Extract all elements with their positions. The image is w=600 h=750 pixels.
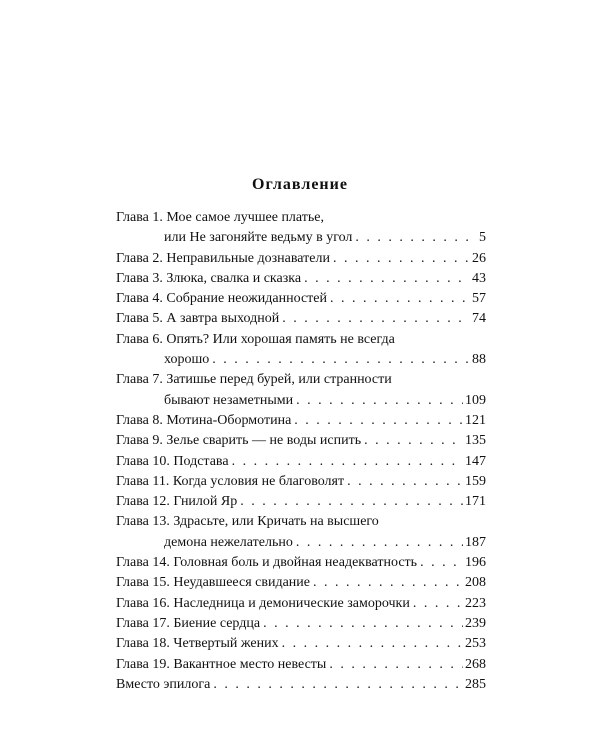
toc-entry [116, 655, 486, 675]
toc-entry-line [116, 330, 486, 350]
toc-entry-title: Вместо эпилога [116, 676, 211, 692]
toc-leader-dots [313, 573, 463, 593]
toc-entry [116, 269, 486, 289]
toc-page-number: 43 [472, 270, 486, 286]
toc-page-number: 74 [472, 311, 486, 327]
toc-entry [116, 553, 486, 573]
toc-entry [116, 472, 486, 492]
toc-entry-title: Глава 17. Биение сердца [116, 615, 261, 631]
toc-entry [116, 370, 486, 411]
toc-entry-title: Глава 1. Мое самое лучшее платье, [116, 210, 324, 225]
toc-entry [116, 208, 486, 249]
toc-entry-title: Глава 4. Собрание неожиданностей [116, 291, 327, 307]
toc-leader-dots [296, 391, 463, 411]
toc-entry [116, 594, 486, 614]
toc-page-number: 109 [465, 392, 486, 408]
toc-entry-line [116, 614, 486, 634]
table-of-contents [116, 208, 486, 695]
toc-entry-title: Глава 5. А завтра выходной [116, 311, 280, 327]
toc-entry [116, 512, 486, 553]
toc-page-number: 208 [465, 575, 486, 591]
toc-entry-line [116, 512, 486, 532]
toc-entry-line [116, 269, 486, 289]
toc-entry [116, 431, 486, 451]
toc-entry-line [116, 655, 486, 675]
toc-entry [116, 675, 486, 695]
toc-leader-dots [232, 452, 463, 472]
toc-page-number: 253 [465, 636, 486, 652]
toc-leader-dots [240, 492, 463, 512]
toc-entry [116, 330, 486, 371]
toc-leader-dots [329, 655, 463, 675]
toc-entry [116, 573, 486, 593]
toc-entry [116, 452, 486, 472]
toc-leader-dots [413, 594, 463, 614]
toc-entry-line [116, 573, 486, 593]
toc-entry-title: Глава 6. Опять? Или хорошая память не всегда [116, 331, 395, 347]
toc-leader-dots [213, 675, 463, 695]
toc-entry-line [116, 634, 486, 654]
toc-entry-line [116, 350, 486, 370]
toc-leader-dots [263, 614, 463, 634]
toc-leader-dots [296, 533, 463, 553]
toc-page-number: 135 [465, 433, 486, 449]
toc-entry-title: Глава 2. Неправильные дознаватели [116, 250, 330, 266]
toc-entry-title: Глава 11. Когда условия не благоволят [116, 473, 345, 489]
toc-entry-title: демона нежелательно [164, 534, 293, 550]
toc-page-number: 121 [465, 412, 486, 428]
toc-entry-title: Глава 7. Затишье перед бурей, или странности [116, 372, 392, 388]
toc-entry-line [116, 533, 486, 553]
toc-page-number: 268 [465, 656, 486, 672]
toc-entry-title: Глава 14. Головная боль и двойная неадекватность [116, 555, 418, 571]
toc-leader-dots [330, 289, 470, 309]
toc-entry-line [116, 391, 486, 411]
toc-leader-dots [333, 249, 470, 269]
toc-leader-dots [347, 472, 463, 492]
toc-entry-title: Глава 3. Злюка, свалка и сказка [116, 270, 302, 286]
toc-entry-title: Глава 15. Неудавшееся свидание [116, 575, 310, 591]
toc-entry-title: Глава 16. Наследница и демонические заморочки [116, 595, 410, 611]
toc-entry-line [116, 594, 486, 614]
toc-entry-line [116, 309, 486, 329]
toc-page-number: 239 [465, 615, 486, 631]
toc-page-number: 147 [465, 453, 486, 469]
toc-entry-title: Глава 12. Гнилой Яр [116, 494, 238, 510]
toc-leader-dots [304, 269, 470, 289]
toc-entry [116, 634, 486, 654]
toc-entry [116, 309, 486, 329]
toc-entry [116, 289, 486, 309]
toc-page-number: 26 [472, 250, 486, 266]
toc-entry-line [116, 431, 486, 451]
toc-entry-title: Глава 9. Зелье сварить — не воды испить [116, 433, 362, 449]
toc-leader-dots [282, 634, 463, 654]
toc-leader-dots [355, 228, 477, 248]
toc-entry-title: Глава 13. Здрасьте, или Кричать на высшего [116, 514, 379, 530]
toc-entry [116, 614, 486, 634]
toc-page-number: 57 [472, 291, 486, 307]
toc-page-number: 223 [465, 595, 486, 611]
toc-entry [116, 492, 486, 512]
page-title: Оглавление [252, 176, 348, 193]
toc-entry-line [116, 452, 486, 472]
toc-entry-line [116, 228, 486, 248]
toc-page-number: 196 [465, 555, 486, 571]
toc-entry-line [116, 553, 486, 573]
toc-entry-line [116, 411, 486, 431]
toc-entry-line [116, 289, 486, 309]
toc-page-number: 5 [479, 230, 486, 246]
toc-page-number: 159 [465, 473, 486, 489]
toc-leader-dots [212, 350, 470, 370]
toc-entry-title: Глава 19. Вакантное место невесты [116, 656, 327, 672]
toc-entry-title: или Не загоняйте ведьму в угол [164, 230, 353, 246]
toc-entry-line [116, 472, 486, 492]
toc-entry-title: Глава 18. Четвертый жених [116, 636, 279, 652]
toc-page-number: 171 [465, 494, 486, 510]
toc-entry-line [116, 208, 486, 228]
toc-entry-line [116, 370, 486, 390]
toc-page-number: 88 [472, 352, 486, 368]
toc-entry-line [116, 675, 486, 695]
toc-entry-line [116, 249, 486, 269]
toc-leader-dots [294, 411, 463, 431]
toc-entry-line [116, 492, 486, 512]
toc-entry-title: Глава 8. Мотина-Обормотина [116, 412, 292, 428]
toc-entry [116, 411, 486, 431]
toc-entry [116, 249, 486, 269]
toc-leader-dots [282, 309, 470, 329]
toc-page-number: 187 [465, 534, 486, 550]
toc-leader-dots [420, 553, 463, 573]
toc-entry-title: хорошо [164, 352, 210, 368]
toc-entry-title: бывают незаметными [164, 392, 294, 408]
toc-leader-dots [364, 431, 463, 451]
toc-entry-title: Глава 10. Подстава [116, 453, 229, 469]
toc-page-number: 285 [465, 676, 486, 692]
